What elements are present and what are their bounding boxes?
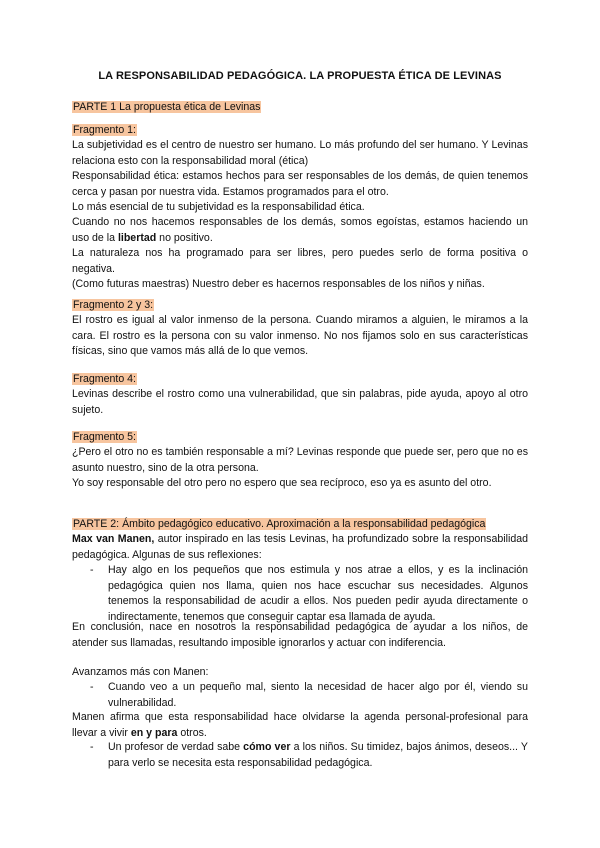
bullet-dash: - <box>90 741 94 753</box>
fragmento4-text: Levinas describe el rostro como una vulnerabilidad, que sin palabras, pide ayuda, apoyo al otro sujeto. <box>72 388 528 416</box>
fragmento5-line2: Yo soy responsable del otro pero no espero que sea recíproco, eso ya es asunto del otro. <box>72 477 492 489</box>
parte2-heading-text: PARTE 2: Ámbito pedagógico educativo. Aproximación a la responsabilidad pedagógica <box>73 518 486 530</box>
bullet-dash: - <box>90 564 94 576</box>
fragmento4-heading <box>72 372 137 388</box>
fragmento1-line-responsabilidad: Responsabilidad ética: estamos hechos para ser responsables de los demás, de quien tenemos cerca y pasan por nuestra vida. Estamos programados para el otro. <box>72 170 528 198</box>
fragmento5-heading-text: Fragmento 5: <box>73 431 137 443</box>
max-van-manen-bold: Max van Manen, <box>72 533 155 545</box>
bullet-dash: - <box>90 681 94 693</box>
fragmento5-heading <box>72 430 137 446</box>
fragmento1-line-naturaleza: La naturaleza nos ha programado para ser libres, pero puedes serlo de forma positiva o negativa. <box>72 247 528 275</box>
manen-afirma-paragraph <box>72 710 528 741</box>
conclusion-paragraph: En conclusión, nace en nosotros la responsabilidad pedagógica de ayudar a los niños, de atender sus llamadas, resultando imposible ignorarlos y actuar con indiferencia. <box>72 621 528 649</box>
libertad-bold: libertad <box>117 231 157 244</box>
fragmento1-line-maestras: (Como futuras maestras) Nuestro deber es hacernos responsables de los niños y niñas. <box>72 278 485 290</box>
como-ver-bold: cómo ver <box>243 741 291 753</box>
bullet3-post-text: a los niños. Su timidez, bajos ánimos, deseos... Y para verlo se necesita esta responsabilidad pedagógica. <box>108 741 528 769</box>
fragmento23-heading-text: Fragmento 2 y 3: <box>73 299 154 311</box>
egoistas-text: Cuando no nos hacemos responsables de los demás, somos egoístas, estamos haciendo un uso de la <box>72 216 528 244</box>
bullet-text-como-ver <box>108 740 528 771</box>
parte2-intro <box>72 532 528 563</box>
document-title: LA RESPONSABILIDAD PEDAGÓGICA. LA PROPUESTA ÉTICA DE LEVINAS <box>98 70 502 82</box>
parte2-heading <box>72 517 486 533</box>
fragmento1-line-subjetividad: La subjetividad es el centro de nuestro ser humano. Lo más profundo del ser humano. Y Levinas relaciona esto con la responsabilidad moral (ética) <box>72 139 528 167</box>
fragmento4-heading-text: Fragmento 4: <box>73 373 137 385</box>
fragmento23-heading <box>72 298 154 314</box>
fragmento5-line1: ¿Pero el otro no es también responsable a mí? Levinas responde que puede ser, pero que no es asunto nuestro, sino de la otra persona. <box>72 446 528 474</box>
intro-rest-text: autor inspirado en las tesis Levinas, ha profundizado sobre la responsabilidad pedagógica. Algunas de sus reflexiones: <box>72 533 528 561</box>
bullet-text-inclinacion: Hay algo en los pequeños que nos estimula y nos atrae a ellos, y es la inclinación pedagógica quien nos llama, quien nos hace escuchar sus necesidades. Algunos tenemos la responsabilidad de acudir a ellos. Nos pueden pedir ayuda directamente o indirectamente, tenemos que conseguir captar esa llamada de ayuda. <box>108 564 528 623</box>
manen-pre-text: Manen afirma que esta responsabilidad hace olvidarse la agenda personal-profesional para llevar a vivir <box>72 711 528 739</box>
fragmento1-line-egoistas <box>72 215 528 246</box>
manen-post-text: otros. <box>177 726 207 739</box>
en-y-para-bold: en y para <box>130 726 178 739</box>
fragmento1-heading-text: Fragmento 1: <box>73 124 137 136</box>
bullet3-pre-text: Un profesor de verdad sabe <box>108 741 244 753</box>
avanzamos-line: Avanzamos más con Manen: <box>72 666 209 678</box>
no-positivo-text: no positivo. <box>159 231 213 244</box>
parte1-heading-text: PARTE 1 La propuesta ética de Levinas <box>73 101 261 113</box>
fragmento1-line-esencial: Lo más esencial de tu subjetividad es la responsabilidad ética. <box>72 201 365 213</box>
fragmento1-heading <box>72 123 137 139</box>
parte1-heading <box>72 100 261 116</box>
fragmento23-text: El rostro es igual al valor inmenso de la persona. Cuando miramos a alguien, le miramos a la cara. El rostro es la persona con su valor inmenso. No nos fijamos solo en sus características físicas, sino que vamos más allá de lo que vemos. <box>72 314 528 357</box>
bullet-text-vulnerabilidad: Cuando veo a un pequeño mal, siento la necesidad de hacer algo por él, viendo su vulnerabilidad. <box>108 681 528 709</box>
